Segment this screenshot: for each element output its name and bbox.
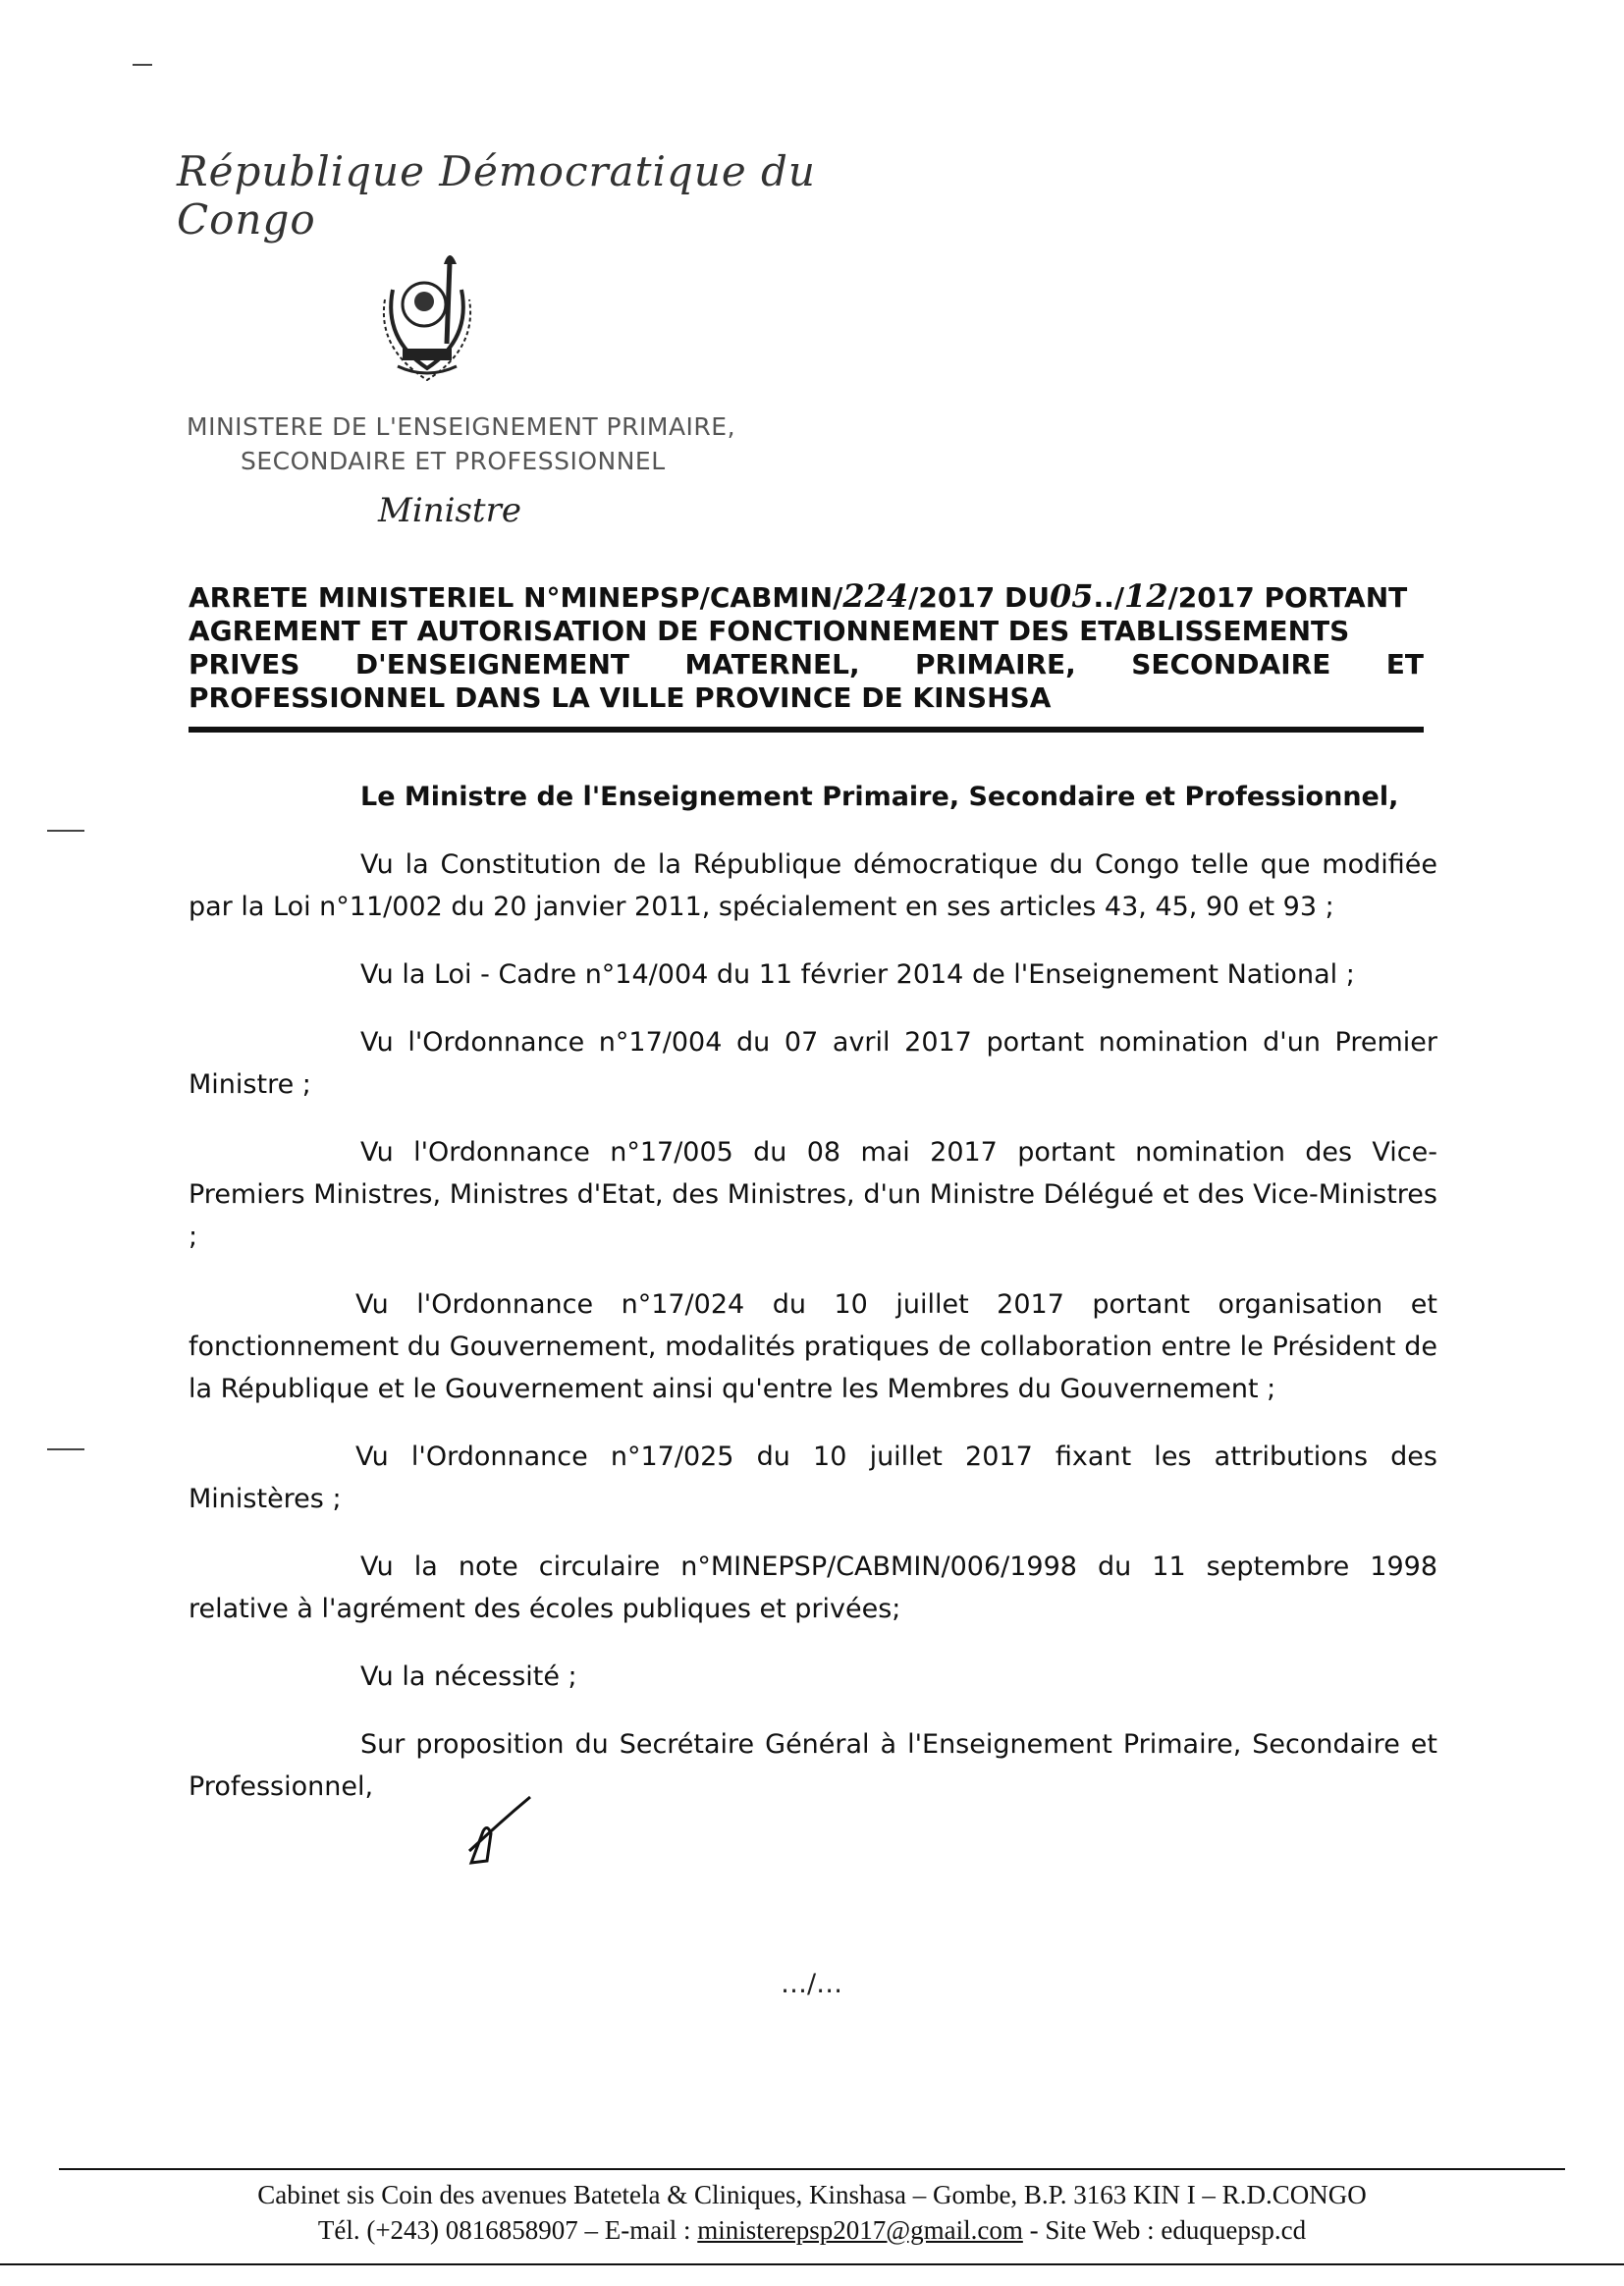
vu-ordonnance-17-005: Vu l'Ordonnance n°17/005 du 08 mai 2017 portant nomination des Vice-Premiers Ministres, Ministres d'Etat, des Ministres, d'un Ministre Délégué et des Vice-Ministres ; bbox=[189, 1137, 1437, 1252]
sur-proposition: Sur proposition du Secrétaire Général à l'Enseignement Primaire, Secondaire et Professionnel, bbox=[189, 1729, 1437, 1802]
vu-ordonnance-17-004: Vu l'Ordonnance n°17/004 du 07 avril 2017 portant nomination d'un Premier Ministre ; bbox=[189, 1027, 1437, 1100]
handwritten-number: 224 bbox=[842, 577, 909, 615]
vu-necessite: Vu la nécessité ; bbox=[360, 1661, 577, 1692]
decree-body bbox=[189, 776, 1437, 1833]
footer-address bbox=[59, 2177, 1565, 2248]
title-line-2 bbox=[189, 615, 1424, 648]
title-line-4 bbox=[189, 681, 1424, 715]
title-word: PRIVES bbox=[189, 648, 300, 680]
title-sep: ../ bbox=[1093, 581, 1125, 614]
vu-loi-cadre: Vu la Loi - Cadre n°14/004 du 11 février 2014 de l'Enseignement National ; bbox=[360, 959, 1355, 990]
vu-ordonnance-17-025: Vu l'Ordonnance n°17/025 du 10 juillet 2017 fixant les attributions des Ministères ; bbox=[189, 1442, 1437, 1514]
handwritten-month: 12 bbox=[1124, 577, 1168, 615]
footer-bottom-rule bbox=[0, 2263, 1624, 2265]
decree-title bbox=[189, 579, 1424, 715]
vu-ordonnance-17-024: Vu l'Ordonnance n°17/024 du 10 juillet 2017 portant organisation et fonctionnement du Gouvernement, modalités pratiques de collaboration entre le Président de la République et le Gouvernement ainsi qu'entre les Membres du Gouvernement ; bbox=[189, 1289, 1437, 1404]
footer-line-2 bbox=[59, 2212, 1565, 2248]
ministry-line-2: SECONDAIRE ET PROFESSIONNEL bbox=[241, 447, 666, 475]
scan-mark bbox=[47, 1448, 84, 1450]
republic-heading: République Démocratique du Congo bbox=[177, 147, 816, 244]
title-word: SECONDAIRE bbox=[1131, 648, 1331, 680]
coat-of-arms-icon bbox=[363, 250, 491, 388]
title-word: D'ENSEIGNEMENT bbox=[354, 648, 630, 680]
footer-divider bbox=[59, 2168, 1565, 2170]
title-prefix: ARRETE MINISTERIEL N°MINEPSP/CABMIN/ bbox=[189, 581, 843, 614]
title-word: MATERNEL, bbox=[684, 648, 860, 680]
handwritten-day: 05 bbox=[1050, 577, 1094, 615]
footer-line-1: Cabinet sis Coin des avenues Batetela & Cliniques, Kinshasa – Gombe, B.P. 3163 KIN I – R.D.CONGO bbox=[257, 2180, 1367, 2209]
title-line-2-text: AGREMENT ET AUTORISATION DE FONCTIONNEMENT DES ETABLISSEMENTS bbox=[189, 615, 1350, 647]
footer-email-link[interactable]: ministerepsp2017@gmail.com bbox=[697, 2215, 1023, 2245]
title-line-1 bbox=[189, 579, 1424, 615]
scan-mark bbox=[47, 830, 84, 832]
title-portant: /2017 PORTANT bbox=[1167, 581, 1408, 614]
initials-signature-icon bbox=[461, 1792, 540, 1871]
title-divider bbox=[189, 727, 1424, 733]
title-line-4-text: PROFESSIONNEL DANS LA VILLE PROVINCE DE KINSHSA bbox=[189, 681, 1052, 714]
title-line-3 bbox=[189, 648, 1424, 681]
footer-website: - Site Web : eduquepsp.cd bbox=[1022, 2215, 1307, 2245]
vu-constitution: Vu la Constitution de la République démocratique du Congo telle que modifiée par la Loi n°11/002 du 20 janvier 2011, spécialement en ses articles 43, 45, 90 et 93 ; bbox=[189, 849, 1437, 922]
continuation-mark: …/… bbox=[781, 1969, 843, 1999]
title-word: PRIMAIRE, bbox=[915, 648, 1076, 680]
intro-minister: Le Ministre de l'Enseignement Primaire, Secondaire et Professionnel, bbox=[360, 782, 1399, 812]
scan-mark bbox=[133, 64, 152, 66]
ministry-line-1: MINISTERE DE L'ENSEIGNEMENT PRIMAIRE, bbox=[187, 412, 736, 441]
title-du: /2017 DU bbox=[908, 581, 1051, 614]
vu-note-circulaire: Vu la note circulaire n°MINEPSP/CABMIN/006/1998 du 11 septembre 1998 relative à l'agrément des écoles publiques et privées; bbox=[189, 1551, 1437, 1624]
footer-phone: Tél. (+243) 0816858907 – E-mail : bbox=[317, 2215, 698, 2245]
title-word: ET bbox=[1385, 648, 1424, 680]
ministre-signature-title: Ministre bbox=[378, 491, 521, 530]
title-line-1-text bbox=[189, 579, 1407, 615]
